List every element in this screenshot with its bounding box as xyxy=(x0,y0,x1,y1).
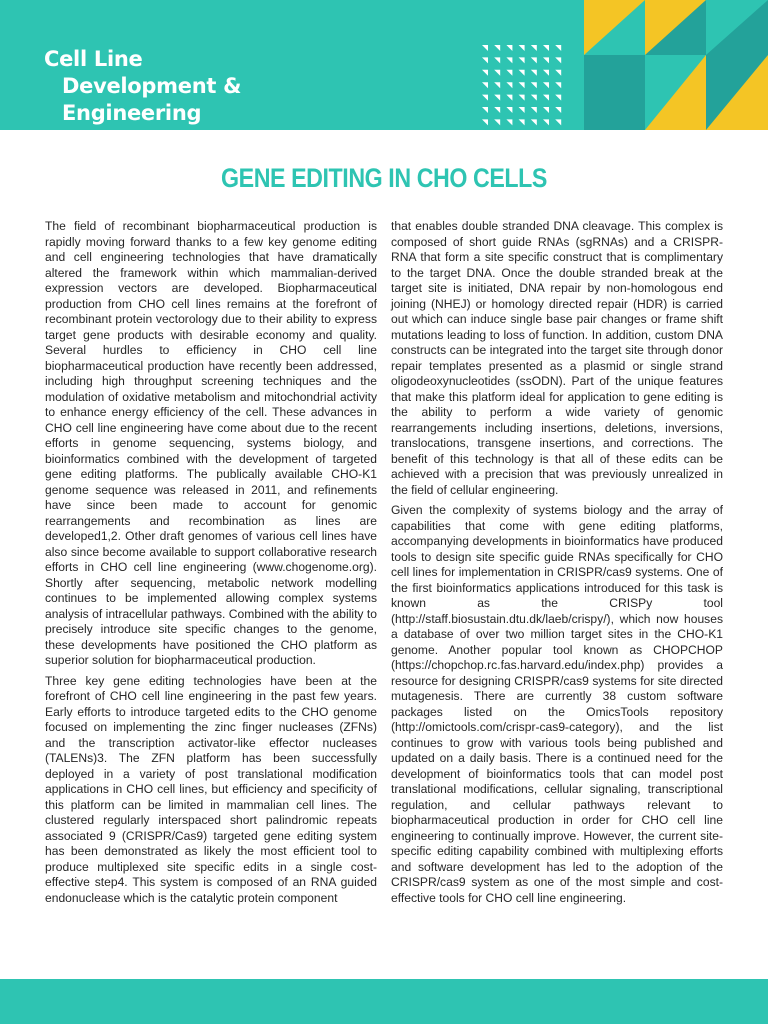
brand-title xyxy=(44,46,241,127)
article-title: GENE EDITING IN CHO CELLS xyxy=(221,163,547,193)
footer-bar xyxy=(0,979,768,1024)
paragraph: that enables double stranded DNA cleavage. This complex is composed of short guide RNAs (sgRNAs) and a CRISPR-RNA that form a site specific construct that is complimentary to the target DNA. Once the double stranded break at the target site is initiated, DNA repair by non-homologous end joining (NHEJ) or homology directed repair (HDR) is carried out which can induce single base pair changes or frame shift mutations leading to loss of function. In addition, custom DNA constructs can be integrated into the target site through donor repair templates presented as a plasmid or single strand oligodeoxynucleotides (ssODN). Part of the unique features that make this platform ideal for application to gene editing is the ability to perform a wide variety of genomic rearrangements including insertions, deletions, inversions, translocations, transgene insertions, and corrections. The benefit of this technology is that all of these edits can be achieved with a precision that was previously unrealized in the field of cellular engineering. xyxy=(391,219,723,497)
brand-line-3: Engineering xyxy=(62,101,202,125)
header-banner xyxy=(0,0,768,130)
paragraph: The field of recombinant biopharmaceutical production is rapidly moving forward thanks to a few key genome editing and cell engineering technologies that have dramatically altered the framework within which mammalian-derived expression vectors are developed. Biopharmaceutical production from CHO cell lines remains at the forefront of recombinant protein vectorology due to their ability to express target gene products with desirable economy and quality. Several hurdles to efficiency in CHO cell line biopharmaceutical production have recently been addressed, including high throughput screening techniques and the modulation of oxidative metabolism and mitochondrial activity to enhance energy efficiency of the cell. These advances in CHO cell line engineering have come about due to the recent efforts in genome sequencing, systems biology, and bioinformatics combined with the development of targeted gene editing platforms. The publically available CHO-K1 genome sequence was released in 2011, and refinements have since been made to account for genomic rearrangements and recombination as lines are developed1,2. Other draft genomes of various cell lines have also since become available to support collaborative research efforts in CHO cell line engineering (www.chogenome.org). Shortly after sequencing, metabolic network modelling continues to be implemented allowing complex systems analysis of intracellular pathways. Combined with the ability to precisely introduce site specific changes to the genome, these developments have positioned the CHO platform as superior solution for biopharmaceutical production. xyxy=(45,219,377,667)
paragraph: Given the complexity of systems biology and the array of capabilities that come with gene editing platforms, accompanying developments in bioinformatics have produced tools to design site specific guide RNAs specifically for CHO cell lines for implementation in CRISPR/cas9 systems. One of the first bioinformatics applications introduced for this task is known as the CRISPy tool (http://staff.biosustain.dtu.dk/laeb/crispy/), which now houses a database of over two million target sites in the CHO-K1 genome. Another popular tool known as CHOPCHOP (https://chopchop.rc.fas.harvard.edu/index.php) provides a resource for designing CRISPR/cas9 systems for site directed mutagenesis. There are currently 38 custom software packages listed on the OmicsTools repository (http://omictools.com/crispr-cas9-category), and the list continues to grow with various tools being published and updated on a daily basis. There is a continued need for the development of bioinformatics tools that can model post translational modifications, cellular signaling, transcriptional regulation, and cellular pathways relevant to biopharmaceutical production in order for CHO cell line engineering to continually improve. However, the current site-specific editing capability combined with multiplexing efforts and software development has led to the adoption of the CRISPR/cas9 system as one of the most simple and cost-effective tools for CHO cell line engineering. xyxy=(391,503,723,905)
left-column xyxy=(45,219,377,911)
right-column xyxy=(391,219,723,911)
brand-line-1: Cell Line xyxy=(44,47,143,71)
paragraph: Three key gene editing technologies have been at the forefront of CHO cell line engineering in the past few years. Early efforts to introduce targeted edits to the CHO genome focused on implementing the zinc finger nucleases (ZFNs) and the transcription activator-like effector nucleases (TALENs)3. The ZFN platform has been successfully deployed in a variety of post translational modification applications in CHO cell lines, but efficiency and specificity of this platform can be limited in mammalian cell lines. The clustered regularly interspaced short palindromic repeats associated 9 (CRISPR/Cas9) targeted gene editing system has been demonstrated as likely the most efficient tool to produce multiplexed site specific edits in a single cost-effective step4. This system is composed of an RNA guided endonuclease which is the catalytic protein component xyxy=(45,673,377,905)
brand-line-2: Development & xyxy=(62,74,242,98)
